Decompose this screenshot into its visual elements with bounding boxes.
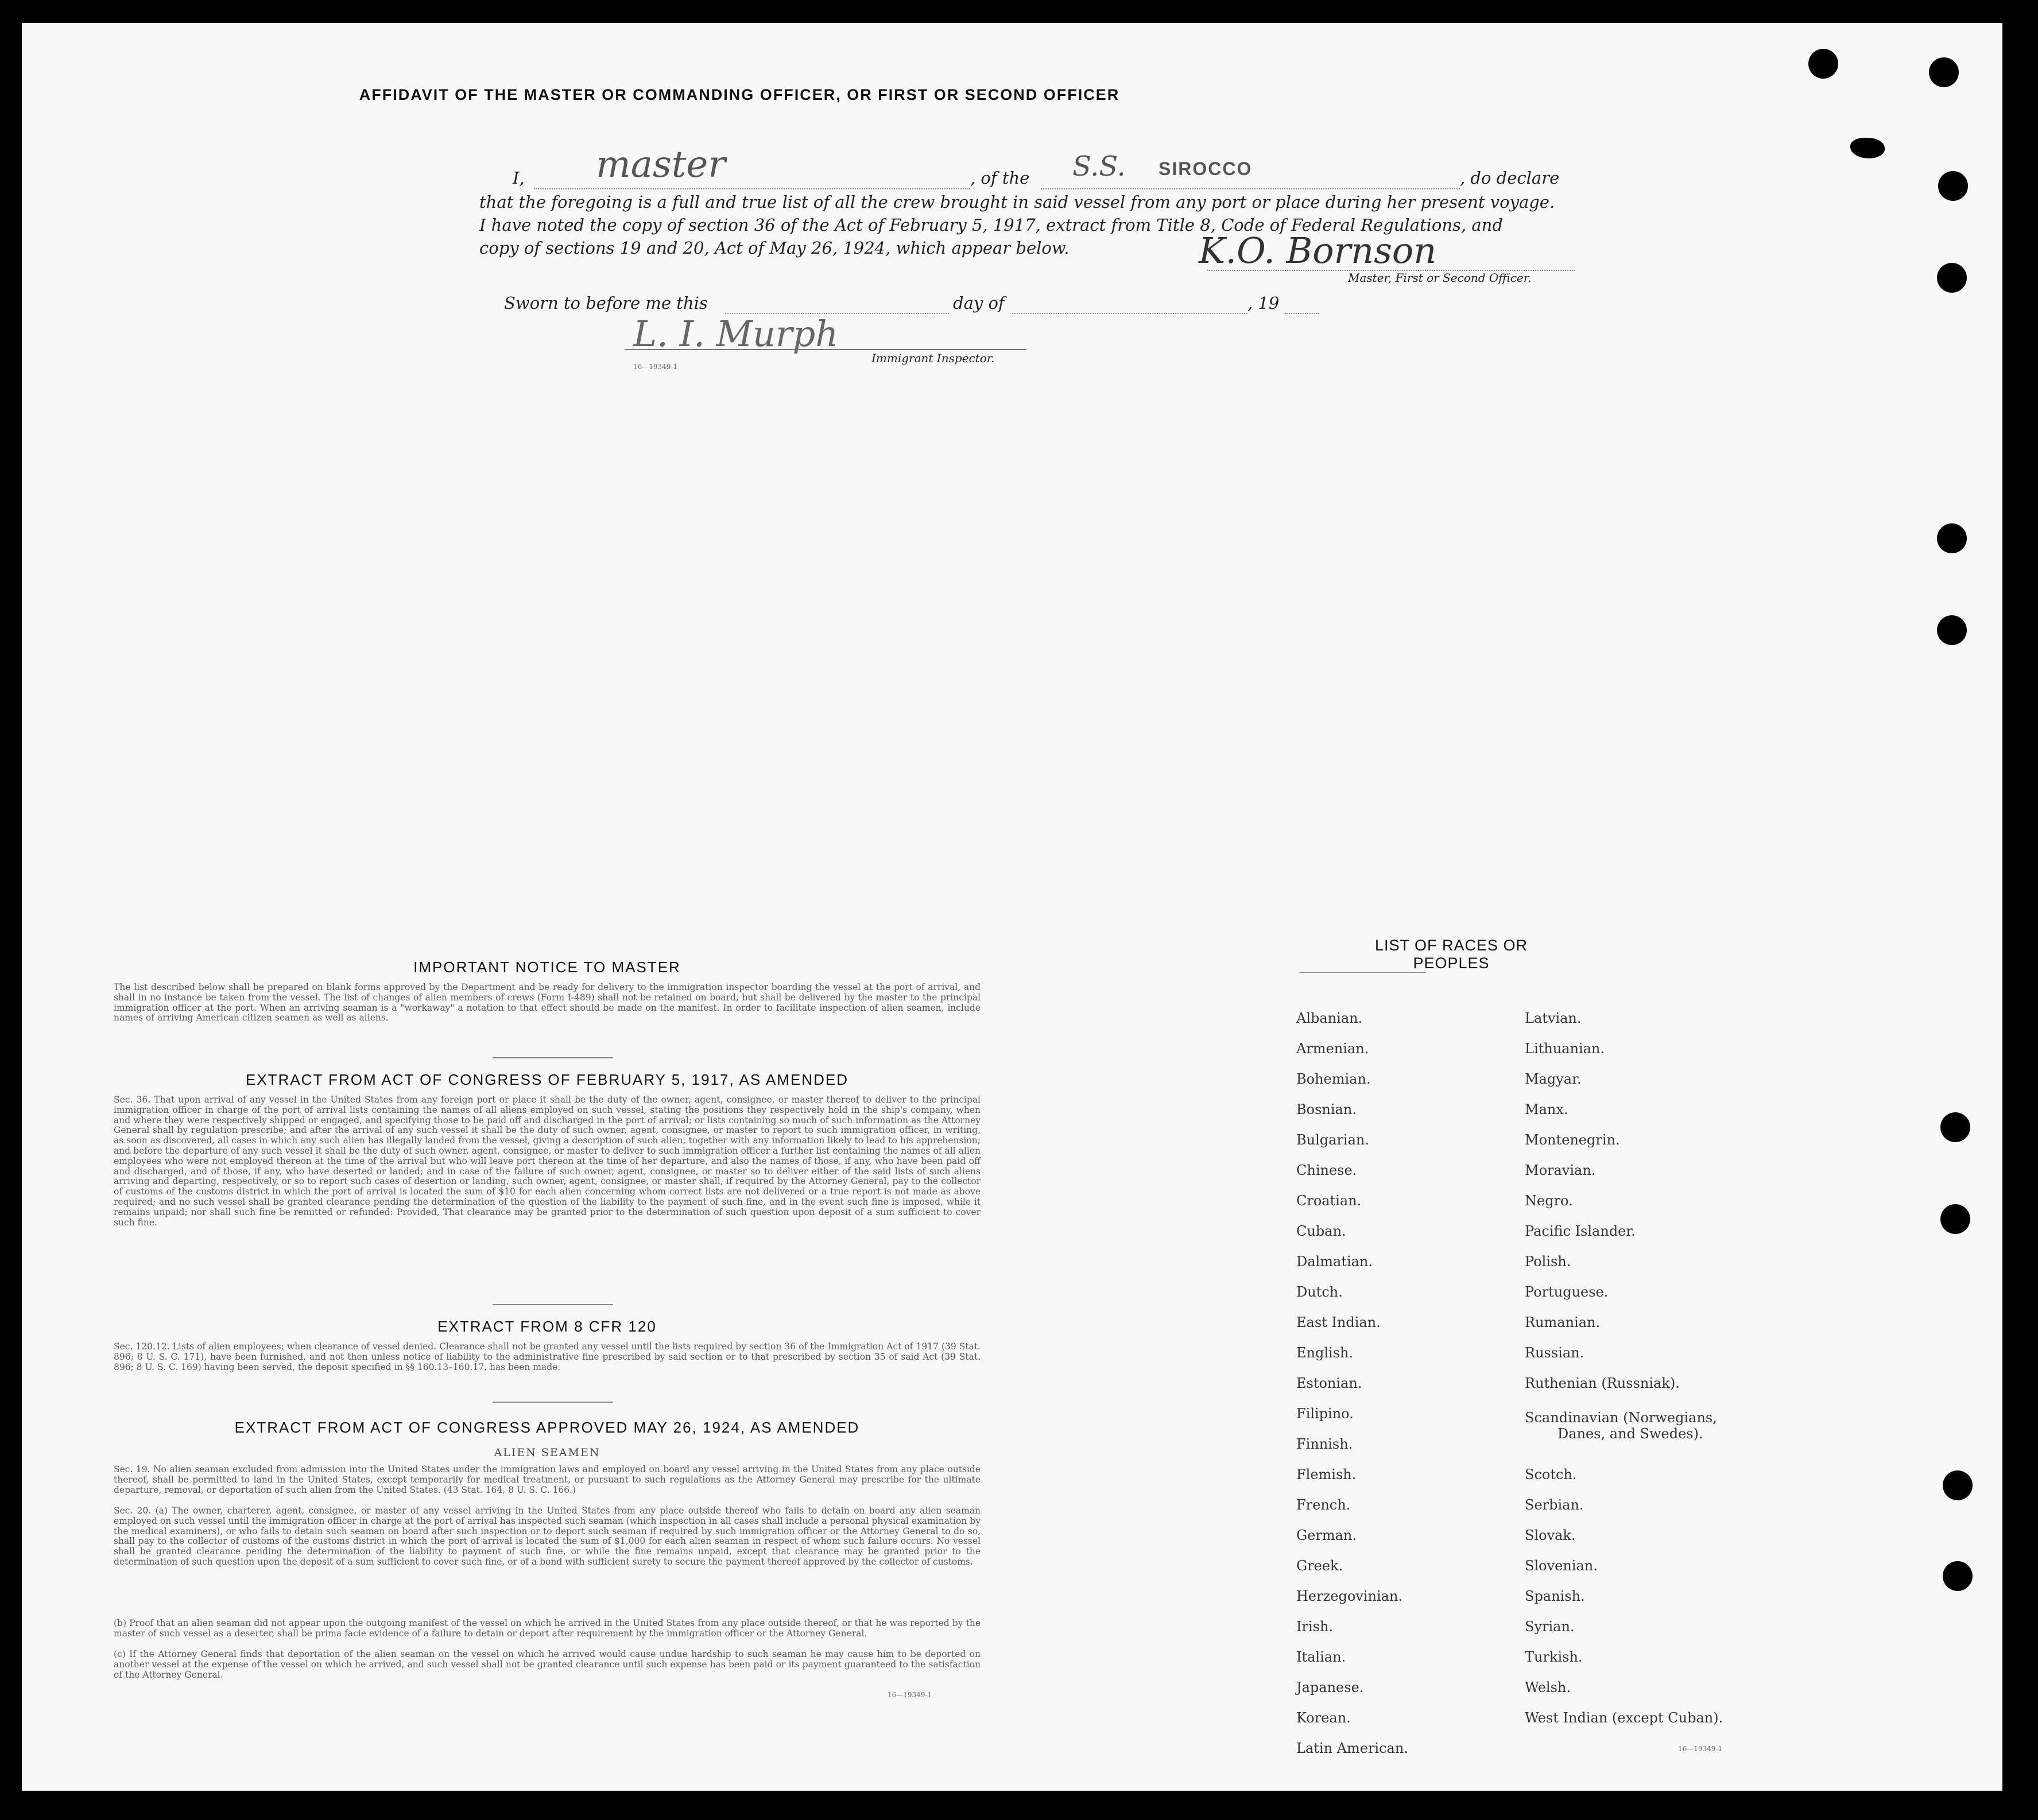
race-item: Negro. (1525, 1193, 1573, 1209)
races-divider (1299, 972, 1425, 973)
i-label: I, (513, 168, 525, 188)
ink-blot (1850, 138, 1885, 158)
race-item: Finnish. (1296, 1436, 1353, 1452)
race-item: Herzegovinian. (1296, 1588, 1403, 1604)
race-item: Portuguese. (1525, 1284, 1609, 1300)
race-item: German. (1296, 1527, 1357, 1543)
inspector-line (625, 349, 1026, 350)
notice-title: IMPORTANT NOTICE TO MASTER (413, 958, 681, 976)
race-item: Syrian. (1525, 1619, 1575, 1635)
race-item: Flemish. (1296, 1466, 1357, 1483)
sec-20c-text: (c) If the Attorney General finds that deportation of the alien seaman on the vessel on which he arrived would cause undue hardship to such seaman he may cause him to be deported on another vessel at the expense of the vessel on which he arrived, and such vessel shall not be granted clearance until such expense has been paid or its payment guaranteed to the satisfaction of the Attorney General. (114, 1649, 981, 1680)
race-item: Japanese. (1296, 1679, 1364, 1695)
punch-hole (1938, 171, 1968, 201)
sec-20a-text: Sec. 20. (a) The owner, charterer, agent, consignee, or master of any vessel arriving in the United States from any place outside thereof who fails to detain on board any alien seaman employed on such vessel until the immigration officer in charge at the port of arrival has inspected such seaman (which inspection in all cases shall include a personal physical examination by the medical examiners), or who fails to detain such seaman on board after such inspection or to deport such seaman if required by such immigration officer or the Attorney General to do so, shall pay to the collector of customs of the customs district in which the port of arrival is located the sum of $1,000 for each alien seaman in respect of whom such failure occurs. No vessel shall be granted clearance pending the determination of the liability to payment of such fine, or while the fine remains unpaid, except that clearance may be granted prior to the determination of such question upon the deposit of a sum sufficient to cover such fine, or of a bond with sufficient surety to secure the payment thereof approved by the collector of customs. (114, 1505, 981, 1567)
punch-hole (1808, 49, 1838, 79)
affidavit-title: AFFIDAVIT OF THE MASTER OR COMMANDING OFFICER, OR FIRST OR SECOND OFFICER (359, 86, 1120, 103)
divider-1 (493, 1057, 613, 1058)
race-item: Cuban. (1296, 1223, 1346, 1239)
race-item: Spanish. (1525, 1588, 1585, 1604)
punch-hole (1937, 615, 1967, 645)
divider-2 (493, 1304, 613, 1305)
race-item: Albanian. (1296, 1010, 1363, 1026)
races-title: LIST OF RACES OR PEOPLES (1374, 937, 1528, 972)
race-item: Croatian. (1296, 1193, 1362, 1209)
race-item: Latin American. (1296, 1740, 1408, 1756)
declaration-line-3: I have noted the copy of section 36 of the Act of February 5, 1917, extract from Title 8, Code of Federal Regulations, and (479, 215, 1503, 235)
vessel-name: SIROCCO (1159, 158, 1253, 179)
race-item: Pacific Islander. (1525, 1223, 1636, 1239)
race-item: Moravian. (1525, 1162, 1596, 1178)
race-item: French. (1296, 1497, 1351, 1513)
extract-cfr-title: EXTRACT FROM 8 CFR 120 (437, 1318, 657, 1335)
race-item: Dutch. (1296, 1284, 1343, 1300)
sworn-month-line (1012, 313, 1247, 314)
punch-hole (1940, 1112, 1970, 1142)
race-item: West Indian (except Cuban). (1525, 1710, 1723, 1726)
race-item: Magyar. (1525, 1071, 1582, 1087)
sec-20b-text: (b) Proof that an alien seaman did not appear upon the outgoing manifest of the vessel on which he arrived in the United States from any place outside thereof, or that he was reported by the master of such vessel as a deserter, shall be prima facie evidence of a failure to detain or deport after requirement by the immigration officer or the Attorney General. (114, 1618, 981, 1639)
extract-1924-title: EXTRACT FROM ACT OF CONGRESS APPROVED MAY 26, 1924, AS AMENDED (234, 1419, 860, 1436)
document-sheet (22, 23, 2002, 1791)
notice-text: The list described below shall be prepared on blank forms approved by the Department and be ready for delivery to the immigration inspector boarding the vessel at the port of arrival, and shall in no instance be taken from the vessel. The list of changes of alien members of crews (Form I-489) shall not be retained on board, but shall be delivered by the master to the principal immigration officer at the port. When an arriving seaman is a "workaway" a notation to that effect should be made on the manifest. In order to facilitate inspection of alien seamen, include names of arriving American citizen seamen as well as aliens. (114, 982, 981, 1023)
sworn-label: Sworn to before me this (504, 293, 708, 313)
alien-seamen-subtitle: ALIEN SEAMEN (494, 1446, 600, 1459)
vessel-prefix-handwritten: S.S. (1072, 150, 1126, 183)
signer-caption: Master, First or Second Officer. (1348, 271, 1532, 285)
race-item: Chinese. (1296, 1162, 1357, 1178)
race-item: English. (1296, 1345, 1354, 1361)
race-item: Slovak. (1525, 1527, 1576, 1543)
race-item: East Indian. (1296, 1314, 1381, 1330)
day-of-label: day of (953, 293, 1005, 313)
race-item: Rumanian. (1525, 1314, 1601, 1330)
of-the-label: , of the (970, 168, 1030, 188)
divider-3 (493, 1402, 613, 1403)
race-item: Turkish. (1525, 1649, 1583, 1665)
race-item: Scandinavian (Norwegians, (1525, 1410, 1717, 1426)
race-item-continued: Danes, and Swedes). (1557, 1426, 1703, 1442)
sec-19-text: Sec. 19. No alien seaman excluded from admission into the United States under the immigration laws and employed on board any vessel arriving in the United States from any place outside thereof, shall be permitted to land in the United States, except temporarily for medical treatment, or pursuant to such regulations as the Attorney General may prescribe for the ultimate departure, removal, or deportation of such alien from the United States. (43 Stat. 164, 8 U. S. C. 166.) (114, 1464, 981, 1495)
punch-hole (1937, 523, 1967, 553)
extract-cfr-text: Sec. 120.12. Lists of alien employees; when clearance of vessel denied. Clearance shall not be granted any vessel until the lists required by section 36 of the Immigration Act of 1917 (39 Stat. 896; 8 U. S. C. 171), have been furnished, and not then unless notice of liability to the administrative fine prescribed by said section or to that prescribed by section 35 of said Act (39 Stat. 896; 8 U. S. C. 169) having been served, the deposit specified in §§ 160.13–160.17, has been made. (114, 1341, 981, 1372)
handwritten-name: master (596, 143, 726, 186)
race-item: Bohemian. (1296, 1071, 1371, 1087)
extract-1917-text: Sec. 36. That upon arrival of any vessel in the United States from any foreign port or place it shall be the duty of the owner, agent, consignee, or master thereof to deliver to the principal immigration officer in charge of the port of arrival lists containing the names of all aliens employed on such vessel, stating the positions they respectively hold in the ship's company, when and where they were respectively shipped or engaged, and specifying those to be paid off and discharged in the port of arrival; or lists containing so much of such information as the Attorney General shall by regulation prescribe; and after the arrival of any such vessel it shall be the duty of such owner, agent, consignee, or master to report to such immigration officer, in writing, as soon as discovered, all cases in which any such alien has illegally landed from the vessel, giving a description of such alien, together with any information likely to lead to his apprehension; and before the departure of any such vessel it shall be the duty of such owner, agent, consignee, or master to deliver to such immigration officer a further list containing the names of all alien employees who were not employed thereon at the time of the arrival but who will leave port thereon at the time of her departure, and also the names of those, if any, who have been paid off and discharged, and of those, if any, who have deserted or landed; and in case of the failure of such owner, agent, consignee, or master so to deliver either of the said lists of such aliens arriving and departing, respectively, or so to report such cases of desertion or landing, such owner, agent, consignee, or master shall, if required by the Attorney General, pay to the collector of customs of the customs district in which the port of arrival is located the sum of $10 for each alien concerning whom correct lists are not delivered or a true report is not made as above required; and no such vessel shall be granted clearance pending the determination of the question of the liability to the payment of such fine, and in the event such fine is imposed, while it remains unpaid; nor shall such fine be remitted or refunded: Provided, That clearance may be granted prior to the determination of such question upon deposit of a sum sufficient to cover such fine. (114, 1095, 981, 1228)
race-item: Polish. (1525, 1254, 1571, 1270)
inspector-caption: Immigrant Inspector. (871, 351, 995, 365)
race-item: Scotch. (1525, 1466, 1577, 1483)
vessel-line (1041, 188, 1460, 189)
inspector-signature: L. I. Murph (633, 313, 839, 355)
name-line (534, 188, 970, 189)
extract-1917-title: EXTRACT FROM ACT OF CONGRESS OF FEBRUARY 5, 1917, AS AMENDED (246, 1071, 848, 1088)
declaration-line-2: that the foregoing is a full and true list of all the crew brought in said vessel from any port or place during her present voyage. (479, 192, 1555, 212)
race-item: Irish. (1296, 1619, 1334, 1635)
race-item: Filipino. (1296, 1406, 1354, 1422)
sworn-year-line (1285, 313, 1319, 314)
punch-hole (1940, 1204, 1970, 1234)
race-item: Lithuanian. (1525, 1041, 1605, 1057)
race-item: Ruthenian (Russniak). (1525, 1375, 1680, 1391)
race-item: Serbian. (1525, 1497, 1584, 1513)
race-item: Bosnian. (1296, 1101, 1357, 1117)
race-item: Korean. (1296, 1710, 1351, 1726)
do-declare-label: , do declare (1460, 168, 1560, 188)
race-item: Italian. (1296, 1649, 1346, 1665)
race-item: Montenegrin. (1525, 1132, 1620, 1148)
punch-hole (1929, 57, 1959, 87)
race-item: Latvian. (1525, 1010, 1582, 1026)
race-item: Bulgarian. (1296, 1132, 1369, 1148)
race-item: Welsh. (1525, 1679, 1571, 1695)
declaration-line-4: copy of sections 19 and 20, Act of May 26, 1924, which appear below. (479, 238, 1070, 258)
punch-hole (1937, 263, 1967, 293)
master-signature: K.O. Bornson (1199, 230, 1437, 271)
race-item: Manx. (1525, 1101, 1568, 1117)
race-item: Dalmatian. (1296, 1254, 1373, 1270)
form-number-top: 16—19349-1 (633, 363, 678, 371)
race-item: Russian. (1525, 1345, 1584, 1361)
year-label: , 19 (1247, 293, 1280, 313)
punch-hole (1943, 1561, 1973, 1591)
race-item: Armenian. (1296, 1041, 1369, 1057)
form-number-left: 16—19349-1 (888, 1691, 932, 1699)
race-item: Estonian. (1296, 1375, 1362, 1391)
punch-hole (1943, 1470, 1973, 1500)
race-item: Greek. (1296, 1558, 1343, 1574)
form-number-right: 16—19349-1 (1678, 1745, 1723, 1753)
race-item: Slovenian. (1525, 1558, 1598, 1574)
